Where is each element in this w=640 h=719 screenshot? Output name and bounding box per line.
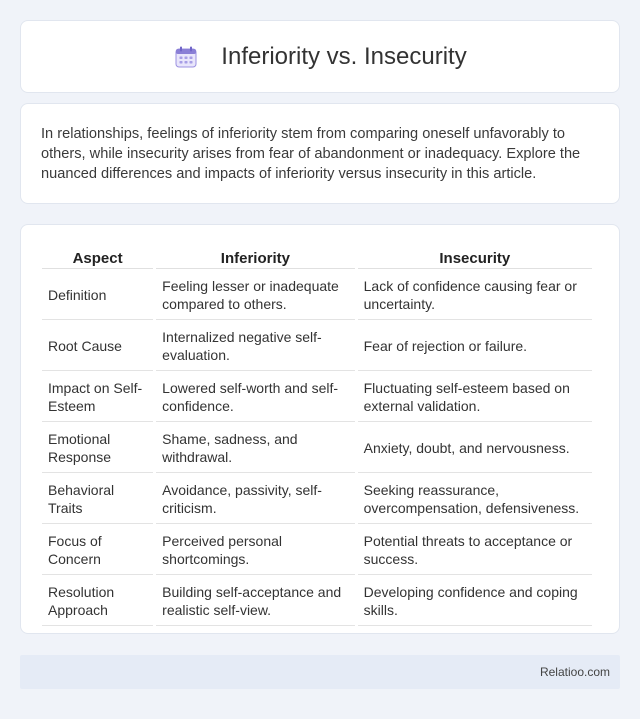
table-row [42,322,592,371]
insecurity-cell: Fear of rejection or failure. [358,322,592,371]
insecurity-cell: Seeking reassurance, overcompensation, defensiveness. [358,475,592,524]
footer-bar [20,655,620,689]
inferiority-cell: Shame, sadness, and withdrawal. [156,424,354,473]
inferiority-cell: Feeling lesser or inadequate compared to others. [156,271,354,320]
header-insecurity: Insecurity [358,245,592,269]
table-row [42,475,592,524]
inferiority-cell: Internalized negative self-evaluation. [156,322,354,371]
aspect-cell: Root Cause [42,322,153,371]
inferiority-cell: Perceived personal shortcomings. [156,526,354,575]
insecurity-cell: Potential threats to acceptance or success. [358,526,592,575]
insecurity-cell: Lack of confidence causing fear or uncertainty. [358,271,592,320]
aspect-cell: Resolution Approach [42,577,153,626]
inferiority-cell: Building self-acceptance and realistic self-view. [156,577,354,626]
comparison-table-card [20,224,620,634]
table-row [42,373,592,422]
footer-site-link[interactable]: Relatioo.com [539,665,610,679]
aspect-cell: Emotional Response [42,424,153,473]
title-card [20,20,620,93]
intro-paragraph: In relationships, feelings of inferiority stem from comparing oneself unfavorably to others, while insecurity arises from fear of abandonment or inadequacy. Explore the nuanced differences and impacts of inferiority versus insecurity in this article. [41,126,581,182]
table-row [42,526,592,575]
comparison-table [39,243,595,628]
calendar-icon [173,44,199,70]
intro-card [20,103,620,204]
insecurity-cell: Anxiety, doubt, and nervousness. [358,424,592,473]
aspect-cell: Focus of Concern [42,526,153,575]
inferiority-cell: Lowered self-worth and self-confidence. [156,373,354,422]
aspect-cell: Definition [42,271,153,320]
header-inferiority: Inferiority [156,245,354,269]
table-header-row [42,245,592,269]
header-aspect: Aspect [42,245,153,269]
table-row [42,424,592,473]
inferiority-cell: Avoidance, passivity, self-criticism. [156,475,354,524]
aspect-cell: Impact on Self-Esteem [42,373,153,422]
insecurity-cell: Developing confidence and coping skills. [358,577,592,626]
insecurity-cell: Fluctuating self-esteem based on external validation. [358,373,592,422]
title-wrap [173,43,466,71]
page-title: Inferiority vs. Insecurity [221,42,467,70]
aspect-cell: Behavioral Traits [42,475,153,524]
table-row [42,271,592,320]
table-row [42,577,592,626]
